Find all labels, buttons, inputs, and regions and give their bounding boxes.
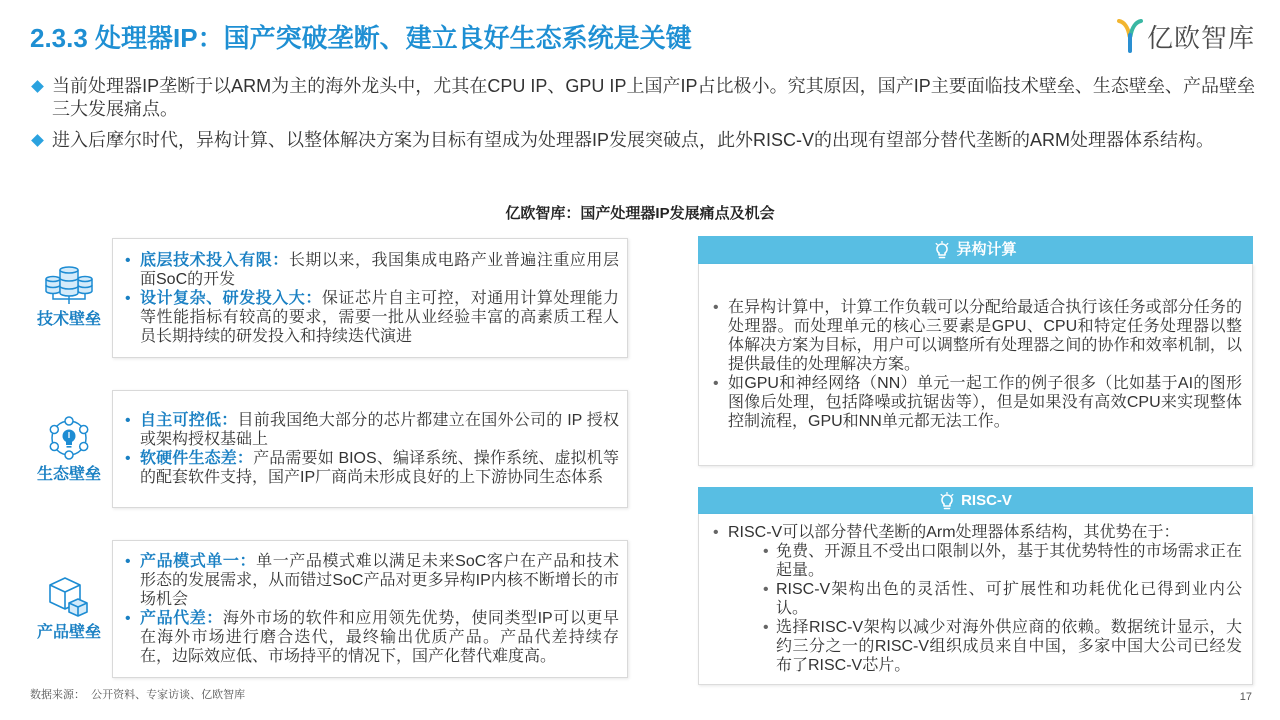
- page-number: 17: [1239, 691, 1252, 703]
- barrier-box: [112, 540, 628, 678]
- panel-points: [713, 523, 1242, 675]
- logo-text: 亿欧智库: [1146, 23, 1255, 53]
- panel-header: [698, 487, 1253, 514]
- barrier-points: [125, 251, 619, 346]
- point-key: 软硬件生态差：: [140, 450, 254, 467]
- point-text: 保证芯片自主可控，对通用计算处理能力等性能指标有较高的要求，需要一批从业经验丰富的高素质工程人员长期持续的研发投入和持续迭代演进: [140, 289, 619, 345]
- point-key: 底层技术投入有限：: [140, 251, 289, 269]
- point-text: 目前我国绝大部分的芯片都建立在国外公司的 IP 授权或架构授权基础上: [140, 412, 619, 448]
- point-text: 产品需要如 BIOS、编译系统、操作系统、虚拟机等的配套软件支持，国产IP厂商尚未形成良好的上下游协同生态体系: [140, 450, 619, 486]
- panel-sub-point: [763, 618, 1242, 675]
- point-text: 长期以来，我国集成电路产业普遍注重应用层面SoC的开发: [140, 251, 619, 288]
- barrier-box: [112, 390, 628, 508]
- point-text: 海外市场的软件和应用领先优势，使同类型IP可以更早在海外市场进行磨合迭代，最终输出优质产品。产品代差持续存在，边际效应低、市场持平的情况下，国产化替代难度高。: [140, 610, 619, 665]
- panel-title: RISC-V: [961, 491, 1012, 509]
- barrier-side: [30, 390, 108, 508]
- database-stack-icon: [44, 266, 94, 306]
- figure-title: 亿欧智库：国产处理器IP发展痛点及机会: [505, 205, 775, 222]
- panel-sub-points: [763, 542, 1242, 675]
- sub-point-text: RISC-V架构出色的灵活性、可扩展性和功耗优化已得到业内公认。: [776, 581, 1242, 617]
- panel-box: [698, 514, 1253, 685]
- point-key: 自主可控低：: [140, 412, 238, 429]
- equalocean-logo-icon: [1117, 18, 1143, 59]
- point-text: RISC-V可以部分替代垄断的Arm处理器体系结构，其优势在于：: [728, 524, 1180, 541]
- sub-point-text: 免费、开源且不受出口限制以外，基于其优势特性的市场需求正在起量。: [776, 543, 1242, 579]
- barrier-point: [125, 449, 619, 487]
- barrier-box: [112, 238, 628, 358]
- barrier-label: 生态壁垒: [36, 466, 101, 483]
- product-cube-icon: [47, 575, 91, 619]
- barrier-ecosystem: [30, 390, 628, 508]
- point-key: 设计复杂、研发投入大：: [140, 289, 322, 307]
- panel-sub-point: [763, 542, 1242, 580]
- panel-point: [713, 523, 1242, 675]
- barrier-point: [125, 609, 619, 666]
- point-text: 单一产品模式难以满足未来SoC客户在产品和技术形态的发展需求，从而错过SoC产品对更多异构IP内核不断增长的市场机会: [140, 553, 619, 608]
- barrier-point: [125, 552, 619, 609]
- intro-bullet: [30, 129, 1255, 152]
- barrier-points: [125, 552, 619, 666]
- point-key: 产品代差：: [140, 610, 223, 627]
- page-title: 2.3.3 处理器IP：国产突破垄断、建立良好生态系统是关键: [30, 23, 692, 53]
- barrier-label: 产品壁垒: [36, 624, 101, 641]
- panel-points: [713, 298, 1242, 431]
- intro-bullet-text: 进入后摩尔时代，异构计算、以整体解决方案为目标有望成为处理器IP发展突破点，此外RISC-V的出现有望部分替代垄断的ARM处理器体系结构。: [52, 130, 1215, 150]
- panel-header: [698, 236, 1253, 264]
- barrier-label: 技术壁垒: [36, 311, 101, 328]
- sub-point-text: 选择RISC-V架构以减少对海外供应商的依赖。数据统计显示，大约三分之一的RISC-V组织成员来自中国，多家中国大公司已经发布了RISC-V芯片。: [776, 619, 1242, 674]
- panel-point: [713, 298, 1242, 374]
- opportunity-risc-v: [698, 487, 1253, 685]
- point-key: 产品模式单一：: [140, 553, 257, 570]
- panel-title: 异构计算: [956, 241, 1017, 258]
- intro-bullet: [30, 75, 1255, 121]
- diamond-bullet-icon: [30, 129, 52, 152]
- barrier-side: [30, 540, 108, 678]
- barrier-points: [125, 411, 619, 487]
- panel-point: [713, 374, 1242, 431]
- point-text: 在异构计算中，计算工作负载可以分配给最适合执行该任务或部分任务的处理器。而处理单元的核心三要素是GPU、CPU和特定任务处理器以整体解决方案为目标，用户可以调整所有处理器之间的协作和效率机制，以提供最佳的处理解决方案。: [728, 299, 1242, 373]
- panel-sub-point: [763, 580, 1242, 618]
- barrier-product: [30, 540, 628, 678]
- data-source-note: 数据来源： 公开资料、专家访谈、亿欧智库: [30, 689, 246, 701]
- barrier-point: [125, 289, 619, 346]
- barrier-side: [30, 238, 108, 358]
- intro-bullets: [30, 75, 1255, 160]
- intro-bullet-text: 当前处理器IP垄断于以ARM为主的海外龙头中，尤其在CPU IP、GPU IP上国产IP占比极小。究其原因，国产IP主要面临技术壁垒、生态壁垒、产品壁垒三大发展痛点。: [52, 76, 1255, 119]
- diamond-bullet-icon: [30, 75, 52, 98]
- opportunity-heterogeneous-computing: [698, 236, 1253, 466]
- lightbulb-icon: [939, 492, 955, 510]
- brand-logo: [1117, 18, 1255, 58]
- barrier-point: [125, 251, 619, 289]
- ecosystem-lightbulb-icon: [44, 413, 94, 463]
- panel-box: [698, 264, 1253, 466]
- point-text: 如GPU和神经网络（NN）单元一起工作的例子很多（比如基于AI的图形图像后处理，包括降噪或抗锯齿等），但是如果没有高效CPU来实现整体控制流程，GPU和NN单元都无法工作。: [728, 375, 1242, 430]
- barrier-point: [125, 411, 619, 449]
- barrier-technology: [30, 238, 628, 358]
- lightbulb-icon: [934, 241, 950, 259]
